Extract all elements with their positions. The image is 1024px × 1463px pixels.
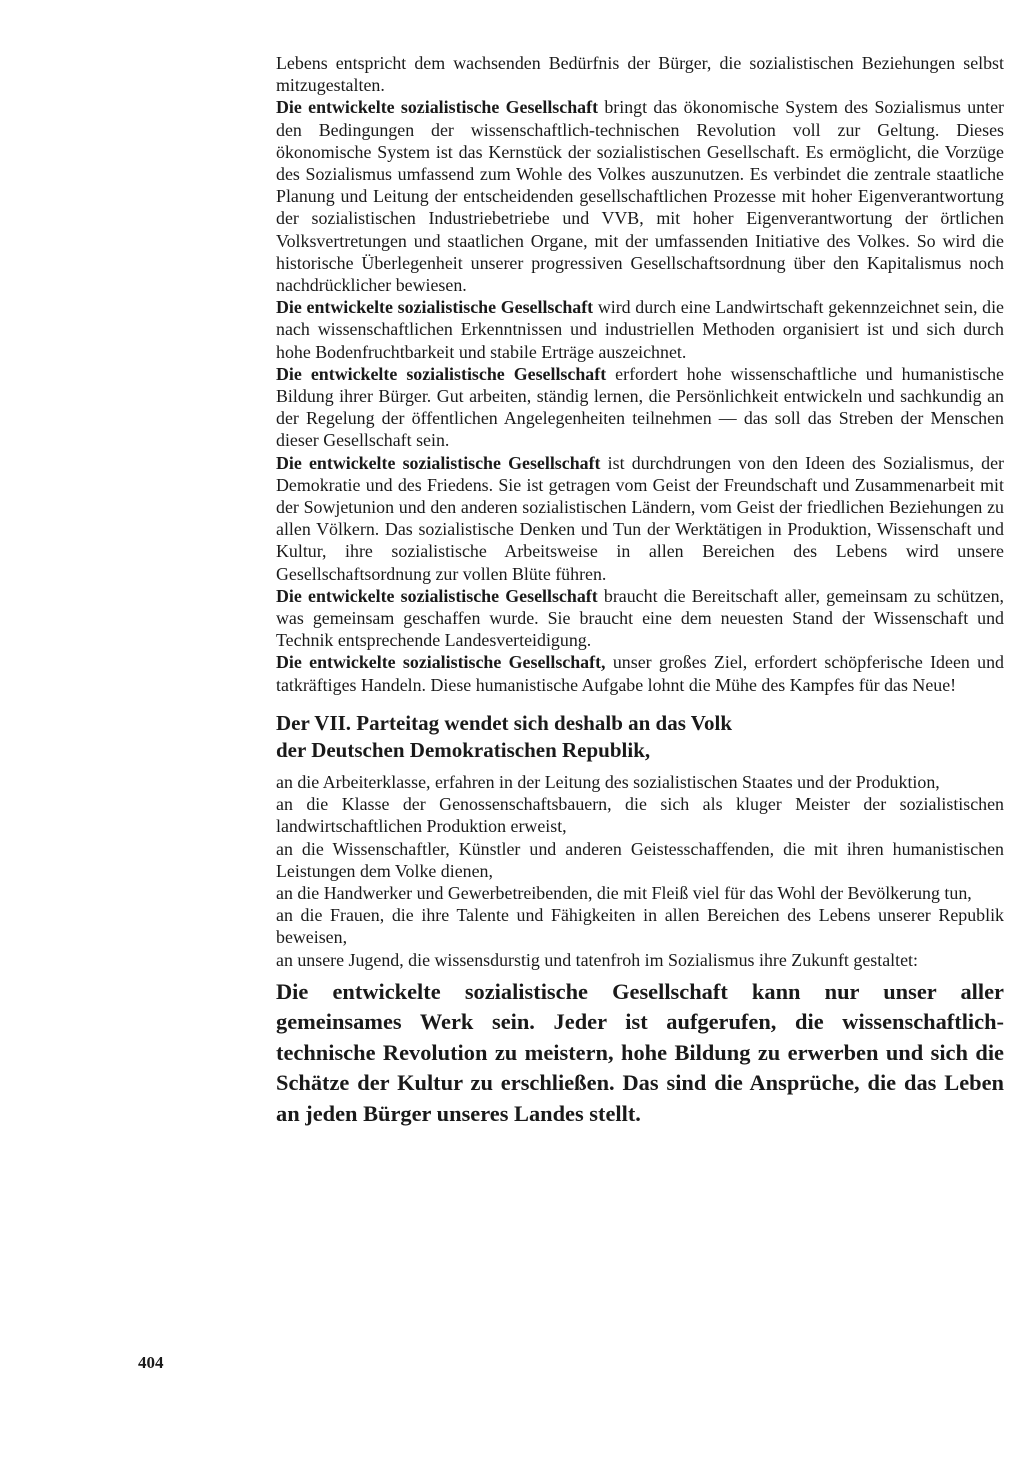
paragraph-7-text: unser großes Ziel, erfordert schöpferische Ideen und tatkräftiges Handeln. Diese humanistische Aufgabe lohnt die Mühe des Kampfes für das Neue! <box>276 652 1004 695</box>
addressee-item: an die Klasse der Genossenschaftsbauern, die sich als kluger Meister der sozialistischen landwirtschaftlichen Produktion erweist, <box>276 794 1004 837</box>
paragraph-2 <box>276 96 1004 296</box>
section-heading <box>276 710 1004 764</box>
paragraph-3-lead: Die entwickelte sozialistische Gesellschaft <box>276 297 594 318</box>
addressee-item: an die Handwerker und Gewerbetreibenden, die mit Fleiß viel für das Wohl der Bevölkerung tun, <box>276 882 972 903</box>
addressee-item: an die Wissenschaftler, Künstler und anderen Geistesschaffenden, die mit ihren humanistischen Leistungen dem Volke dienen, <box>276 838 1004 881</box>
addressee-item: an die Arbeiterklasse, erfahren in der Leitung des sozialistischen Staates und der Produktion, <box>276 771 940 792</box>
paragraph-5 <box>276 452 1004 585</box>
addressee-item: an unsere Jugend, die wissensdurstig und tatenfroh im Sozialismus ihre Zukunft gestaltet: <box>276 949 918 970</box>
paragraph-1 <box>276 52 1004 96</box>
paragraph-1-text: Lebens entspricht dem wachsenden Bedürfnis der Bürger, die sozialistischen Beziehungen selbst mitzugestalten. <box>276 53 1004 96</box>
paragraph-7-lead: Die entwickelte sozialistische Gesellschaft, <box>276 652 606 673</box>
text-column <box>276 52 1004 1129</box>
closing-statement: Die entwickelte sozialistische Gesellschaft kann nur unser aller gemeinsames Werk sein. Jeder ist aufgerufen, die wissenschaftlich-technische Revolution zu meistern, hohe Bildung zu erwerben und sich die Schätze der Kultur zu erschließen. Das sind die Ansprüche, die das Leben an jeden Bürger unseres Landes stellt. <box>276 978 1004 1126</box>
paragraph-6-text: braucht die Bereitschaft aller, gemeinsam zu schützen, was gemeinsam geschaffen wurde. Sie braucht eine dem neuesten Stand der Wissenschaft und Technik entsprechende Landesverteidigung. <box>276 585 1004 651</box>
addressee-item: an die Frauen, die ihre Talente und Fähigkeiten in allen Bereichen des Lebens unserer Republik beweisen, <box>276 905 1004 948</box>
paragraph-2-text: bringt das ökonomische System des Sozialismus unter den Bedingungen der wissenschaftlich-technischen Revolution voll zur Geltung. Dieses ökonomische System ist das Kernstück der sozialistischen Gesellschaft. Es ermöglicht, die Vorzüge des Sozialismus umfassend zum Wohle des Volkes auszunutzen. Es verbindet die zentrale staatliche Planung und Leitung der entscheidenden gesellschaftlichen Prozesse mit hoher Eigenverantwortung der sozialistischen Industriebetriebe und VVB, mit hoher Eigenverantwortung der örtlichen Volksvertretungen und staatlichen Organe, mit der umfassenden Initiative des Volkes. So wird die historische Überlegenheit unserer progressiven Gesellschaftsordnung über den Kapitalismus noch nachdrücklicher bewiesen. <box>276 97 1004 296</box>
paragraph-2-lead: Die entwickelte sozialistische Gesellschaft <box>276 97 599 118</box>
section-heading-line-2: der Deutschen Demokratischen Republik, <box>276 737 651 762</box>
page-number: 404 <box>138 1353 164 1372</box>
paragraph-3-text: wird durch eine Landwirtschaft gekennzeichnet sein, die nach wissenschaftlichen Erkenntnissen und industriellen Methoden organisiert ist und sich durch hohe Bodenfruchtbarkeit und stabile Erträge auszeichnet. <box>276 297 1004 362</box>
paragraph-4 <box>276 363 1004 452</box>
paragraph-3 <box>276 296 1004 363</box>
paragraph-6-lead: Die entwickelte sozialistische Gesellschaft <box>276 585 598 606</box>
paragraph-6 <box>276 585 1004 652</box>
paragraph-5-lead: Die entwickelte sozialistische Gesellschaft <box>276 452 601 473</box>
paragraph-5-text: ist durchdrungen von den Ideen des Sozialismus, der Demokratie und des Friedens. Sie ist getragen vom Geist der Freundschaft und Zusammenarbeit mit der Sowjetunion und den anderen sozialistischen Ländern, vom Geist der friedlichen Beziehungen zu allen Völkern. Das sozialistische Denken und Tun der Werktätigen in Produktion, Wissenschaft und Kultur, ihre sozialistische Arbeitsweise in allen Bereichen des Lebens wird unsere Gesellschaftsordnung zur vollen Blüte führen. <box>276 452 1004 584</box>
paragraph-4-text: erfordert hohe wissenschaftliche und humanistische Bildung ihrer Bürger. Gut arbeiten, ständig lernen, die Persönlichkeit entwickeln und sachkundig an der Regelung der öffentlichen Angelegenheiten teilnehmen — das soll das Streben der Menschen dieser Gesellschaft sein. <box>276 363 1005 451</box>
paragraph-7 <box>276 651 1004 695</box>
section-heading-line-1: Der VII. Parteitag wendet sich deshalb an das Volk <box>276 710 733 735</box>
paragraph-4-lead: Die entwickelte sozialistische Gesellschaft <box>276 363 607 384</box>
